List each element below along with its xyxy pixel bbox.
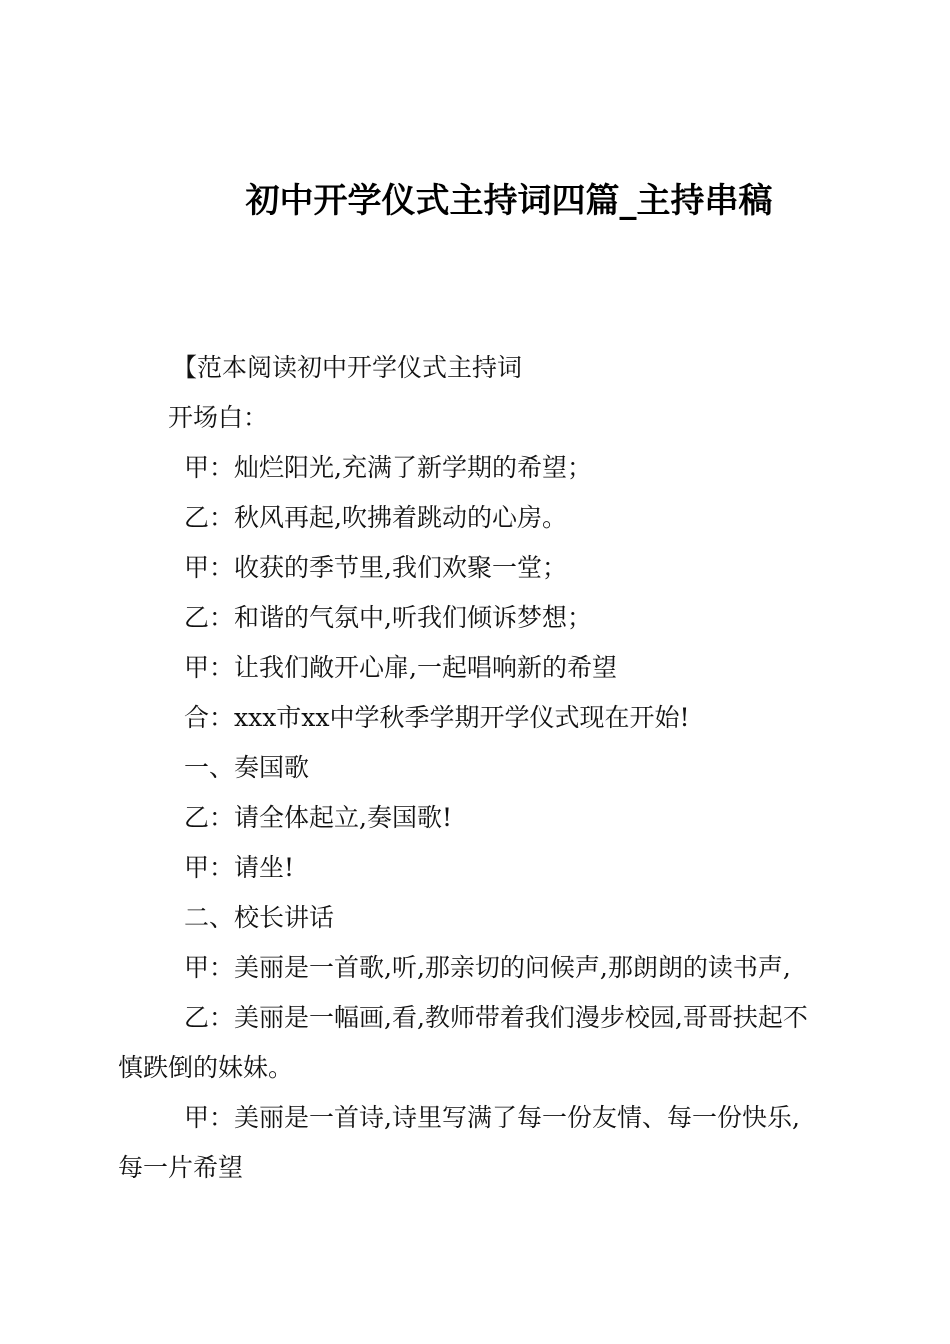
- text-line: 甲：美丽是一首诗,诗里写满了每一份友情、每一份快乐,: [184, 1103, 800, 1132]
- text-line: 乙：秋风再起,吹拂着跳动的心房。: [184, 503, 567, 532]
- document-title: 初中开学仪式主持词四篇_主持串稿: [245, 181, 773, 221]
- text-line: 乙：请全体起立,奏国歌!: [184, 803, 452, 832]
- section-heading: 二、校长讲话: [184, 903, 335, 932]
- text-line: 甲：让我们敞开心扉,一起唱响新的希望: [184, 653, 617, 682]
- text-line: 甲：请坐!: [184, 853, 295, 882]
- text-line: 慎跌倒的妹妹。: [118, 1053, 294, 1082]
- text-line: 甲：美丽是一首歌,听,那亲切的问候声,那朗朗的读书声,: [184, 953, 791, 982]
- text-line: 每一片希望: [118, 1153, 244, 1182]
- text-line: 乙：美丽是一幅画,看,教师带着我们漫步校园,哥哥扶起不: [184, 1003, 808, 1032]
- text-line: 甲：收获的季节里,我们欢聚一堂；: [184, 553, 567, 582]
- text-line: 乙：和谐的气氛中,听我们倾诉梦想；: [184, 603, 592, 632]
- text-line: 合：xxx市xx中学秋季学期开学仪式现在开始!: [184, 703, 690, 732]
- section-heading: 一、奏国歌: [184, 753, 310, 782]
- text-line: 开场白：: [168, 403, 269, 432]
- text-line: 甲：灿烂阳光,充满了新学期的希望；: [184, 453, 592, 482]
- text-line: 【范本阅读初中开学仪式主持词: [172, 353, 523, 382]
